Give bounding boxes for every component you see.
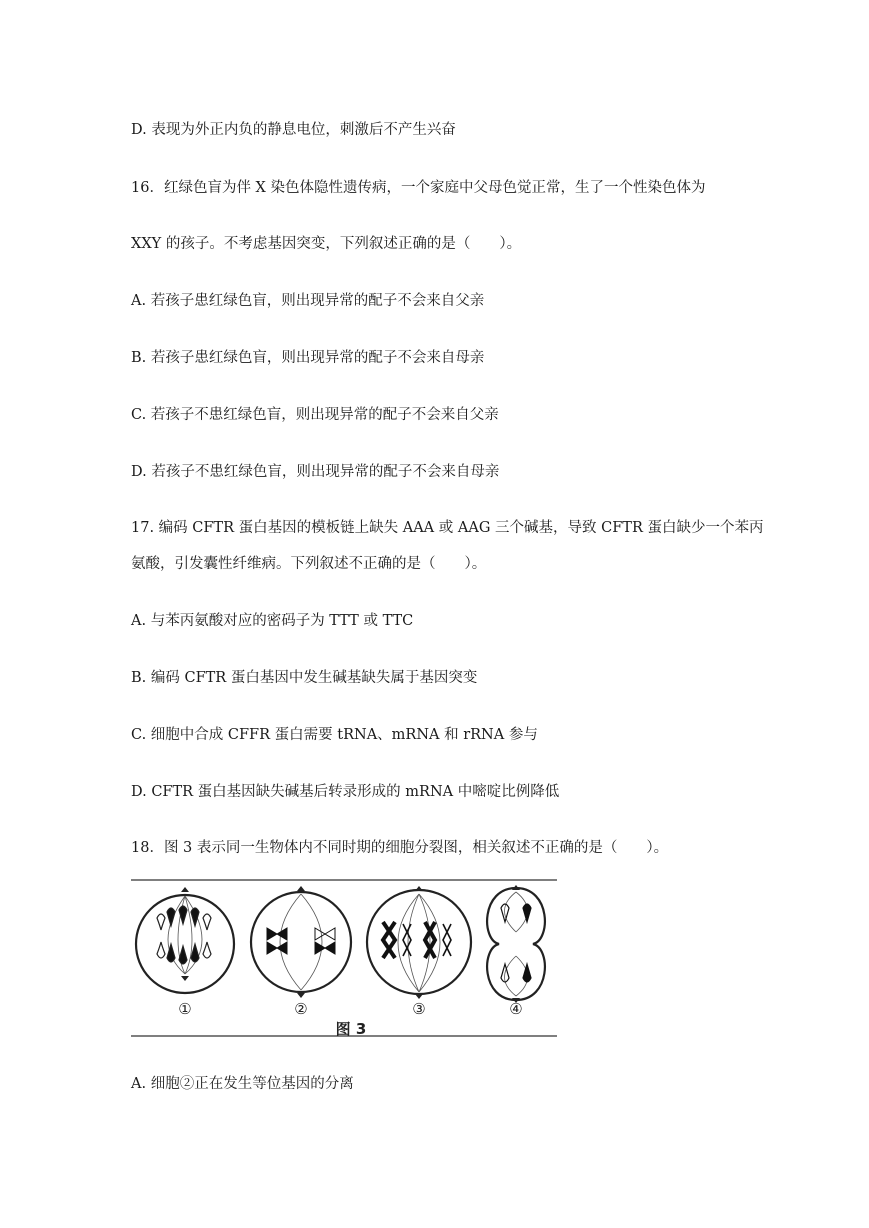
option-16c: C. 若孩子不患红绿色盲，则出现异常的配子不会来自父亲 (131, 407, 499, 423)
cell-1 (136, 887, 234, 993)
option-16a: A. 若孩子患红绿色盲，则出现异常的配子不会来自父亲 (131, 293, 485, 309)
option-15d: D. 表现为外正内负的静息电位，刺激后不产生兴奋 (131, 122, 456, 138)
question-16-stem-line2: XXY 的孩子。不考虑基因突变，下列叙述正确的是（ ）。 (131, 236, 522, 252)
option-17c: C. 细胞中合成 CFFR 蛋白需要 tRNA、mRNA 和 rRNA 参与 (131, 727, 538, 743)
cell-4 (487, 885, 545, 1003)
cell-3 (367, 886, 471, 999)
cell-division-figure (131, 878, 557, 1038)
cell-division-diagram (131, 878, 557, 1038)
figure-caption: 图 3 (335, 1020, 367, 1038)
figure-label-2: ② (294, 1000, 308, 1018)
cell-3-chromosomes (383, 922, 451, 958)
option-18a: A. 细胞②正在发生等位基因的分离 (131, 1076, 354, 1092)
question-16-stem-line1: 16．红绿色盲为伴 X 染色体隐性遗传病，一个家庭中父母色觉正常，生了一个性染色体为 (131, 180, 706, 196)
question-18-stem: 18．图 3 表示同一生物体内不同时期的细胞分裂图，相关叙述不正确的是（ ）。 (131, 840, 669, 856)
cell-2-chromosomes (267, 928, 335, 954)
figure-label-1: ① (178, 1000, 192, 1018)
figure-label-4: ④ (509, 1000, 523, 1018)
cell-1-chromosomes (157, 906, 211, 964)
option-17a: A. 与苯丙氨酸对应的密码子为 TTT 或 TTC (131, 613, 414, 629)
option-16d: D. 若孩子不患红绿色盲，则出现异常的配子不会来自母亲 (131, 464, 500, 480)
option-16b: B. 若孩子患红绿色盲，则出现异常的配子不会来自母亲 (131, 350, 485, 366)
option-17b: B. 编码 CFTR 蛋白基因中发生碱基缺失属于基因突变 (131, 670, 478, 686)
cell-2 (251, 886, 351, 998)
cell-4-membrane (487, 888, 545, 1000)
question-17-stem-line2: 氨酸，引发囊性纤维病。下列叙述不正确的是（ ）。 (131, 556, 487, 572)
option-17d: D. CFTR 蛋白基因缺失碱基后转录形成的 mRNA 中嘧啶比例降低 (131, 784, 560, 800)
cell-2-membrane (251, 892, 351, 992)
figure-label-3: ③ (412, 1000, 426, 1018)
question-17-stem-line1: 17. 编码 CFTR 蛋白基因的模板链上缺失 AAA 或 AAG 三个碱基，导致 CFTR 蛋白缺少一个苯丙 (131, 520, 764, 536)
